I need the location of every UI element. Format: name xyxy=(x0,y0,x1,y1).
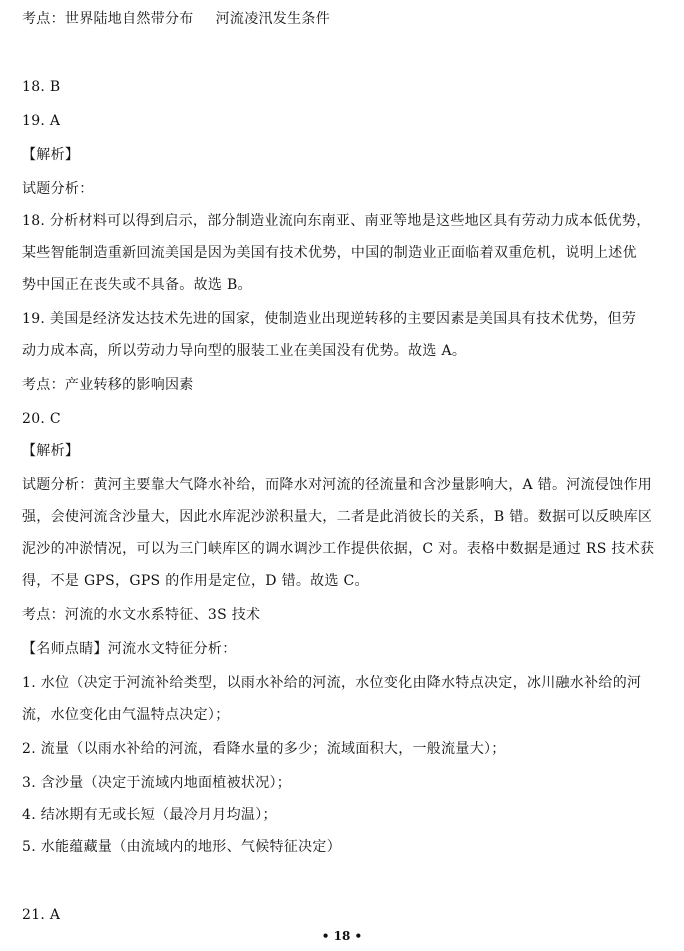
paragraph-18-line-1: 18. 分析材料可以得到启示，部分制造业流向东南亚、南亚等地是这些地区具有劳动力成本低优势， xyxy=(22,213,651,229)
analysis-heading: 【解析】 xyxy=(22,147,80,163)
list-item-sediment: 3. 含沙量（决定于流域内地面植被状况）； xyxy=(22,775,292,791)
list-item-water-level-line-1: 1. 水位（决定于河流补给类型，以雨水补给的河流，水位变化由降水特点决定，冰川融水补给的河 xyxy=(22,675,642,691)
analysis-heading-2: 【解析】 xyxy=(22,443,80,459)
paragraph-18-line-2: 某些智能制造重新回流美国是因为美国有技术优势，中国的制造业正面临着双重危机，说明上述优 xyxy=(22,245,637,261)
answer-18: 18. B xyxy=(22,79,61,95)
list-item-hydropower: 5. 水能蕴藏量（由流域内的地形、气候特征决定） xyxy=(22,839,342,855)
page-number: • 18 • xyxy=(321,929,363,943)
topic-line-river-hydrology: 考点：河流的水文水系特征、3S 技术 xyxy=(22,607,261,623)
paragraph-19-line-1: 19. 美国是经济发达技术先进的国家，使制造业出现逆转移的主要因素是美国具有技术优势，但劳 xyxy=(22,311,637,327)
list-item-water-level-line-2: 流，水位变化由气温特点决定）； xyxy=(22,707,230,723)
analysis-label: 试题分析： xyxy=(22,181,94,197)
paragraph-20-line-3: 泥沙的冲淤情况，可以为三门峡库区的调水调沙工作提供依据，C 对。表格中数据是通过 RS 技术获 xyxy=(22,541,655,557)
paragraph-20-line-1: 试题分析：黄河主要靠大气降水补给，而降水对河流的径流量和含沙量影响大，A 错。河流侵蚀作用 xyxy=(22,477,653,493)
answer-20: 20. C xyxy=(22,411,61,427)
paragraph-18-line-3: 势中国正在丧失或不具备。故选 B。 xyxy=(22,277,252,293)
paragraph-19-line-2: 动力成本高，所以劳动力导向型的服装工业在美国没有优势。故选 A。 xyxy=(22,343,467,359)
topic-text: 考点：世界陆地自然带分布 xyxy=(22,11,194,27)
teacher-tip-heading: 【名师点睛】河流水文特征分析： xyxy=(22,641,237,657)
paragraph-20-line-2: 强，会使河流含沙量大，因此水库泥沙淤积量大，二者是此消彼长的关系，B 错。数据可以反映库区 xyxy=(22,509,653,525)
list-item-discharge: 2. 流量（以雨水补给的河流，看降水量的多少；流域面积大，一般流量大）； xyxy=(22,741,506,757)
topic-line-industry-transfer: 考点：产业转移的影响因素 xyxy=(22,377,194,393)
answer-21: 21. A xyxy=(22,907,61,923)
list-item-freezing: 4. 结冰期有无或长短（最冷月月均温）； xyxy=(22,807,277,823)
topic-text-secondary: 河流凌汛发生条件 xyxy=(215,11,331,27)
topic-line-natural-zones xyxy=(22,10,666,28)
paragraph-20-line-4: 得，不是 GPS，GPS 的作用是定位，D 错。故选 C。 xyxy=(22,573,369,589)
answer-19: 19. A xyxy=(22,113,61,129)
